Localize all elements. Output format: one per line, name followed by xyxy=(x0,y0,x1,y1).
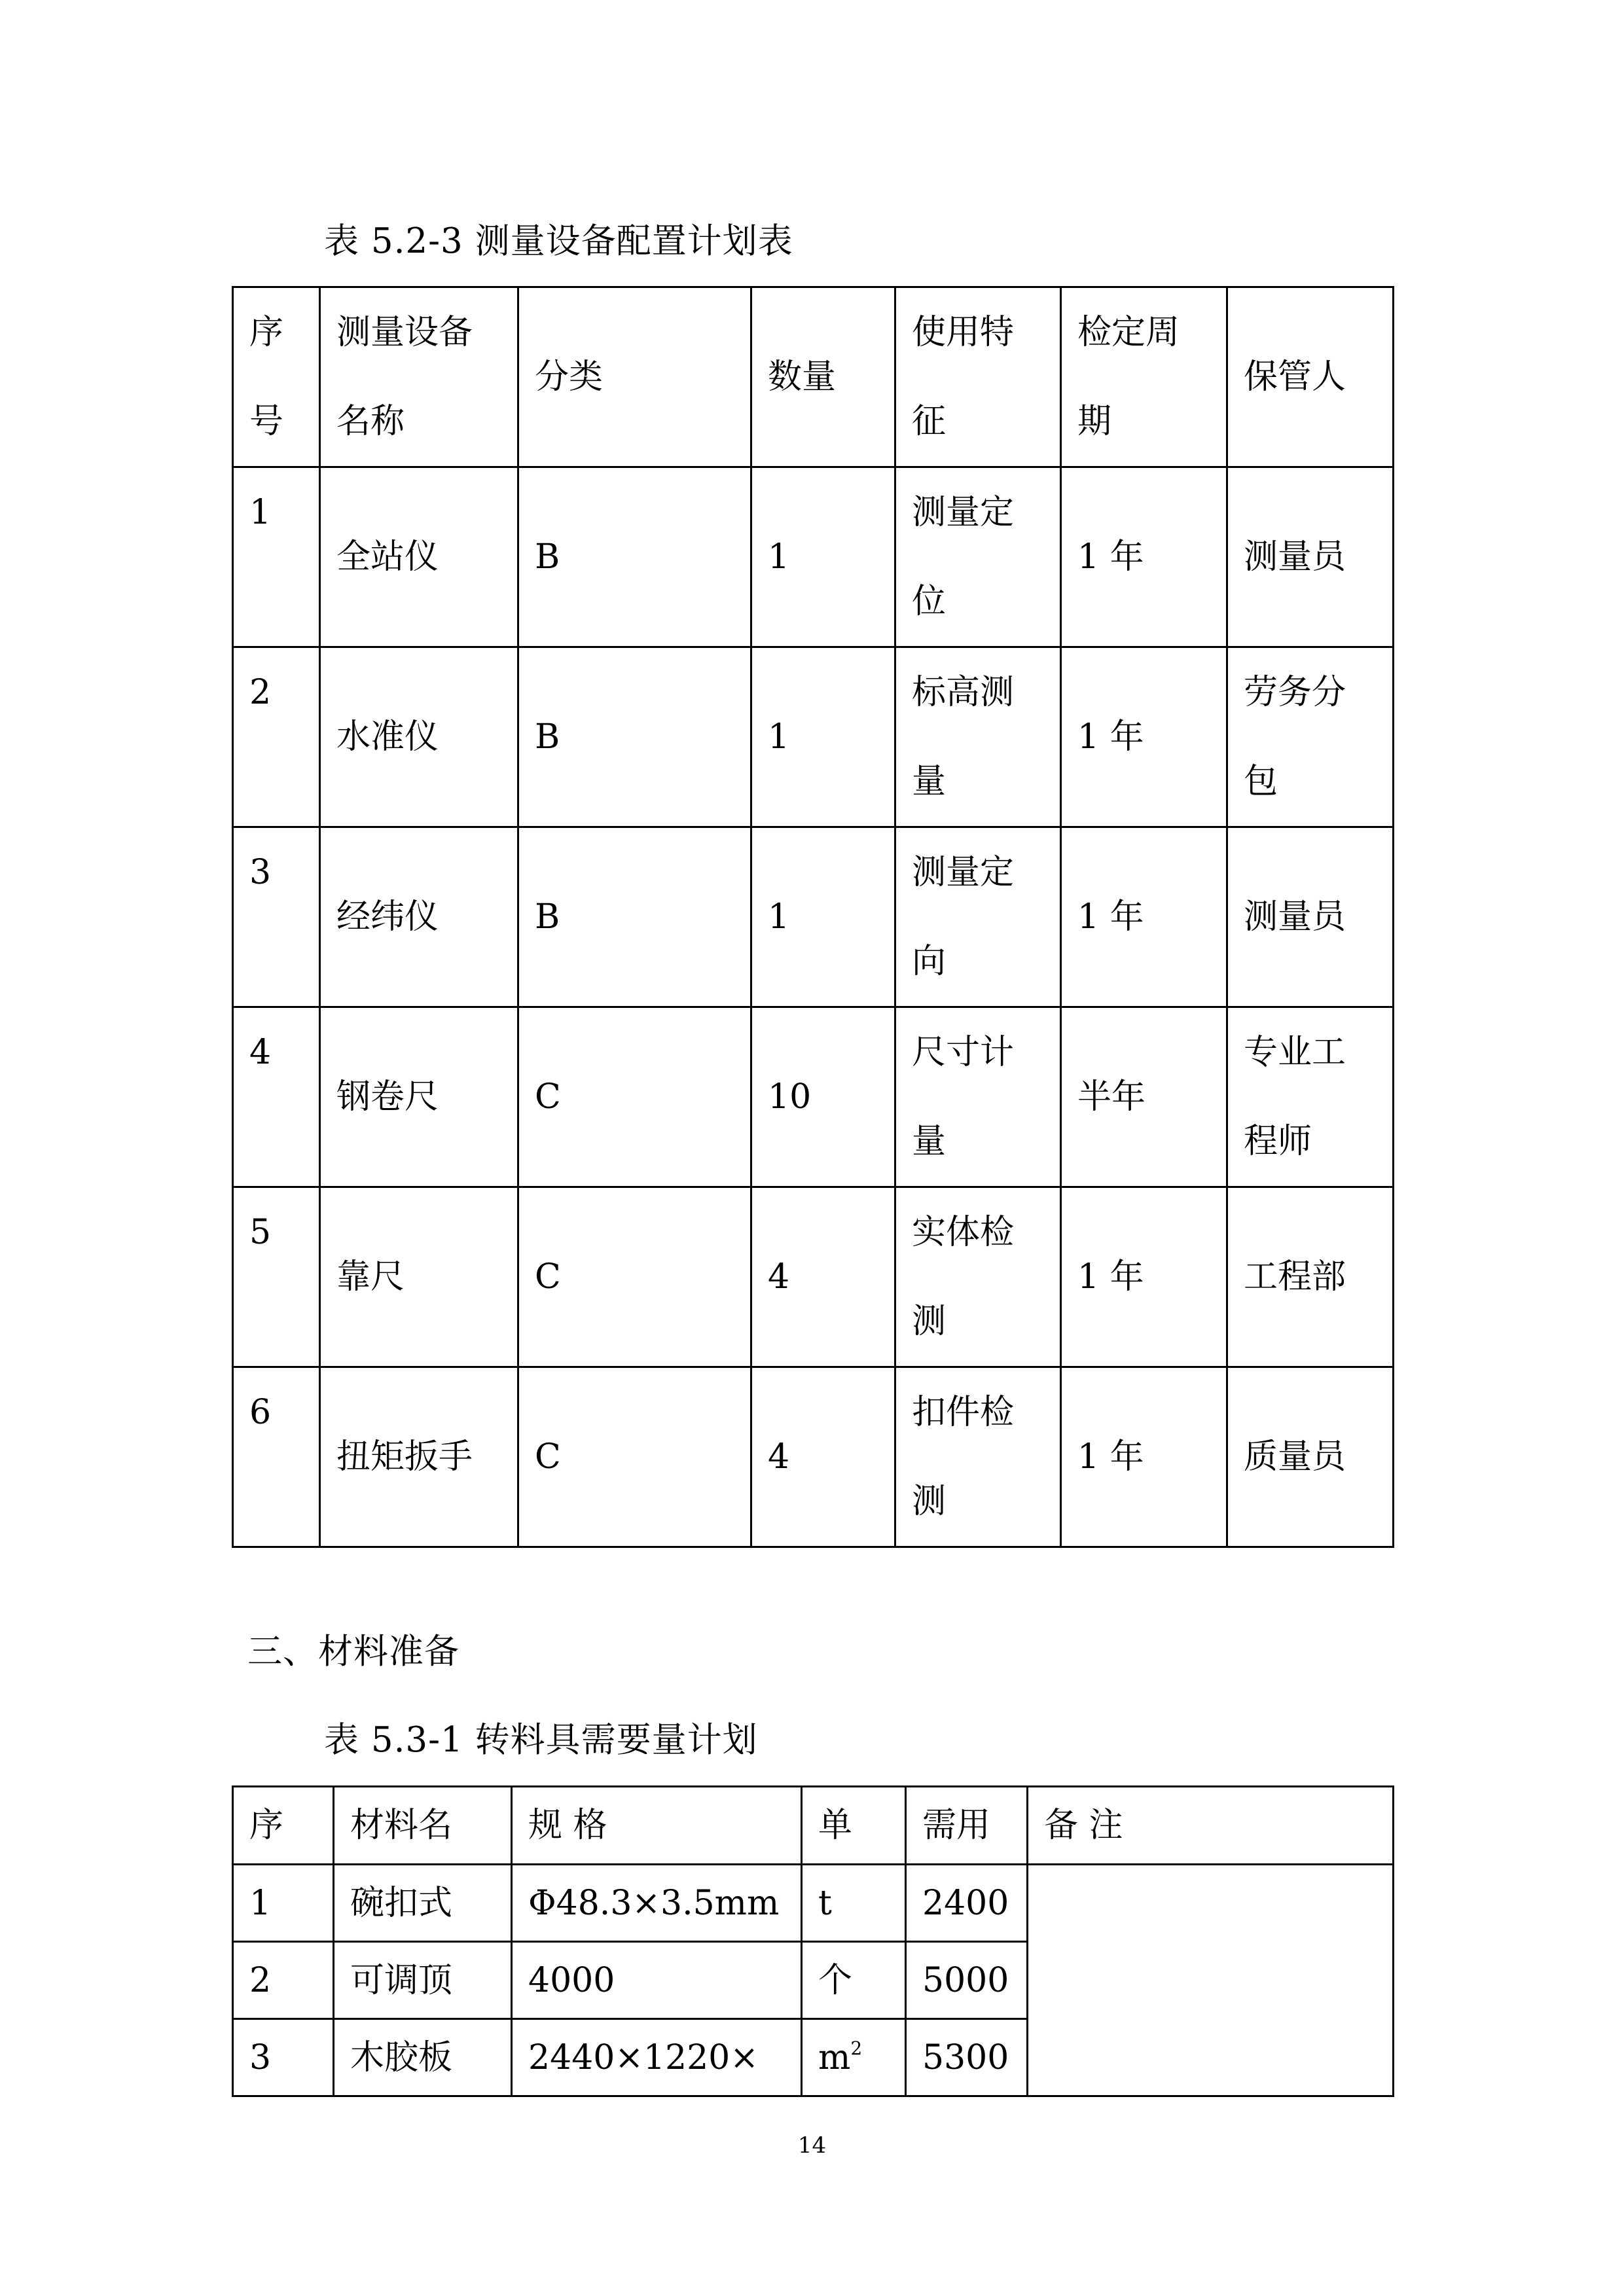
table-row xyxy=(233,827,1394,1007)
cell-equipment-name: 水准仪 xyxy=(320,647,518,827)
cell-category: C xyxy=(518,1367,751,1547)
cell-spec: Φ48.3×3.5mm xyxy=(512,1865,802,1942)
table-row xyxy=(233,1187,1394,1367)
cell-seq: 3 xyxy=(233,2019,334,2096)
equipment-config-table xyxy=(232,286,1394,1548)
cell-seq: 6 xyxy=(233,1367,320,1547)
table2-caption: 表 5.3-1 转料具需要量计划 xyxy=(324,1720,758,1760)
table-row xyxy=(233,467,1394,647)
cell-spec: 4000 xyxy=(512,1942,802,2019)
cell-category: B xyxy=(518,827,751,1007)
cell-material-name: 碗扣式 xyxy=(334,1865,512,1942)
table-header-row xyxy=(233,287,1394,467)
cell-seq: 4 xyxy=(233,1007,320,1187)
cell-seq: 2 xyxy=(233,1942,334,2019)
cell-equipment-name: 靠尺 xyxy=(320,1187,518,1367)
cell-usage: 尺寸计 量 xyxy=(895,1007,1061,1187)
header-category: 分类 xyxy=(518,287,751,467)
cell-quantity: 1 xyxy=(751,467,895,647)
cell-equipment-name: 钢卷尺 xyxy=(320,1007,518,1187)
cell-category: B xyxy=(518,467,751,647)
cell-category: C xyxy=(518,1187,751,1367)
cell-usage: 实体检 测 xyxy=(895,1187,1061,1367)
cell-material-name: 木胶板 xyxy=(334,2019,512,2096)
header-remarks: 备 注 xyxy=(1028,1787,1394,1865)
cell-quantity: 1 xyxy=(751,647,895,827)
cell-custodian: 劳务分 包 xyxy=(1227,647,1394,827)
header-usage: 使用特 征 xyxy=(895,287,1061,467)
page-number: 14 xyxy=(797,2132,827,2159)
cell-seq: 5 xyxy=(233,1187,320,1367)
cell-custodian: 质量员 xyxy=(1227,1367,1394,1547)
cell-custodian: 测量员 xyxy=(1227,467,1394,647)
cell-unit: t xyxy=(802,1865,906,1942)
header-seq: 序 xyxy=(233,1787,334,1865)
cell-category: C xyxy=(518,1007,751,1187)
cell-remarks xyxy=(1028,1865,1394,2096)
cell-seq: 3 xyxy=(233,827,320,1007)
cell-equipment-name: 经纬仪 xyxy=(320,827,518,1007)
header-demand: 需用 xyxy=(906,1787,1028,1865)
header-seq: 序 号 xyxy=(233,287,320,467)
cell-quantity: 4 xyxy=(751,1187,895,1367)
cell-custodian: 专业工 程师 xyxy=(1227,1007,1394,1187)
cell-equipment-name: 全站仪 xyxy=(320,467,518,647)
cell-material-name: 可调顶 xyxy=(334,1942,512,2019)
cell-usage: 测量定 向 xyxy=(895,827,1061,1007)
cell-quantity: 4 xyxy=(751,1367,895,1547)
cell-usage: 扣件检 测 xyxy=(895,1367,1061,1547)
cell-quantity: 1 xyxy=(751,827,895,1007)
cell-demand: 5300 xyxy=(906,2019,1028,2096)
material-demand-table xyxy=(232,1785,1394,2097)
table-row xyxy=(233,1007,1394,1187)
cell-custodian: 测量员 xyxy=(1227,827,1394,1007)
cell-calibration: 1 年 xyxy=(1061,467,1227,647)
unit-superscript: 2 xyxy=(850,2037,863,2059)
cell-seq: 1 xyxy=(233,467,320,647)
cell-usage: 测量定 位 xyxy=(895,467,1061,647)
header-equipment-name: 测量设备 名称 xyxy=(320,287,518,467)
cell-calibration: 1 年 xyxy=(1061,1187,1227,1367)
cell-equipment-name: 扭矩扳手 xyxy=(320,1367,518,1547)
cell-calibration: 1 年 xyxy=(1061,647,1227,827)
table-row xyxy=(233,1367,1394,1547)
cell-demand: 5000 xyxy=(906,1942,1028,2019)
table-row xyxy=(233,647,1394,827)
cell-calibration: 1 年 xyxy=(1061,827,1227,1007)
cell-calibration: 半年 xyxy=(1061,1007,1227,1187)
header-quantity: 数量 xyxy=(751,287,895,467)
header-spec: 规 格 xyxy=(512,1787,802,1865)
table-row xyxy=(233,1865,1394,1942)
cell-custodian: 工程部 xyxy=(1227,1187,1394,1367)
table-header-row xyxy=(233,1787,1394,1865)
cell-calibration: 1 年 xyxy=(1061,1367,1227,1547)
header-calibration-period: 检定周 期 xyxy=(1061,287,1227,467)
cell-spec: 2440×1220× xyxy=(512,2019,802,2096)
cell-category: B xyxy=(518,647,751,827)
table1-caption: 表 5.2-3 测量设备配置计划表 xyxy=(324,221,793,261)
cell-demand: 2400 xyxy=(906,1865,1028,1942)
cell-unit xyxy=(802,2019,906,2096)
header-custodian: 保管人 xyxy=(1227,287,1394,467)
cell-quantity: 10 xyxy=(751,1007,895,1187)
cell-seq: 1 xyxy=(233,1865,334,1942)
cell-unit: 个 xyxy=(802,1942,906,2019)
header-unit: 单 xyxy=(802,1787,906,1865)
cell-usage: 标高测 量 xyxy=(895,647,1061,827)
header-material-name: 材料名 xyxy=(334,1787,512,1865)
cell-seq: 2 xyxy=(233,647,320,827)
unit-base: m xyxy=(818,2037,851,2077)
section-heading: 三、材料准备 xyxy=(247,1632,460,1672)
